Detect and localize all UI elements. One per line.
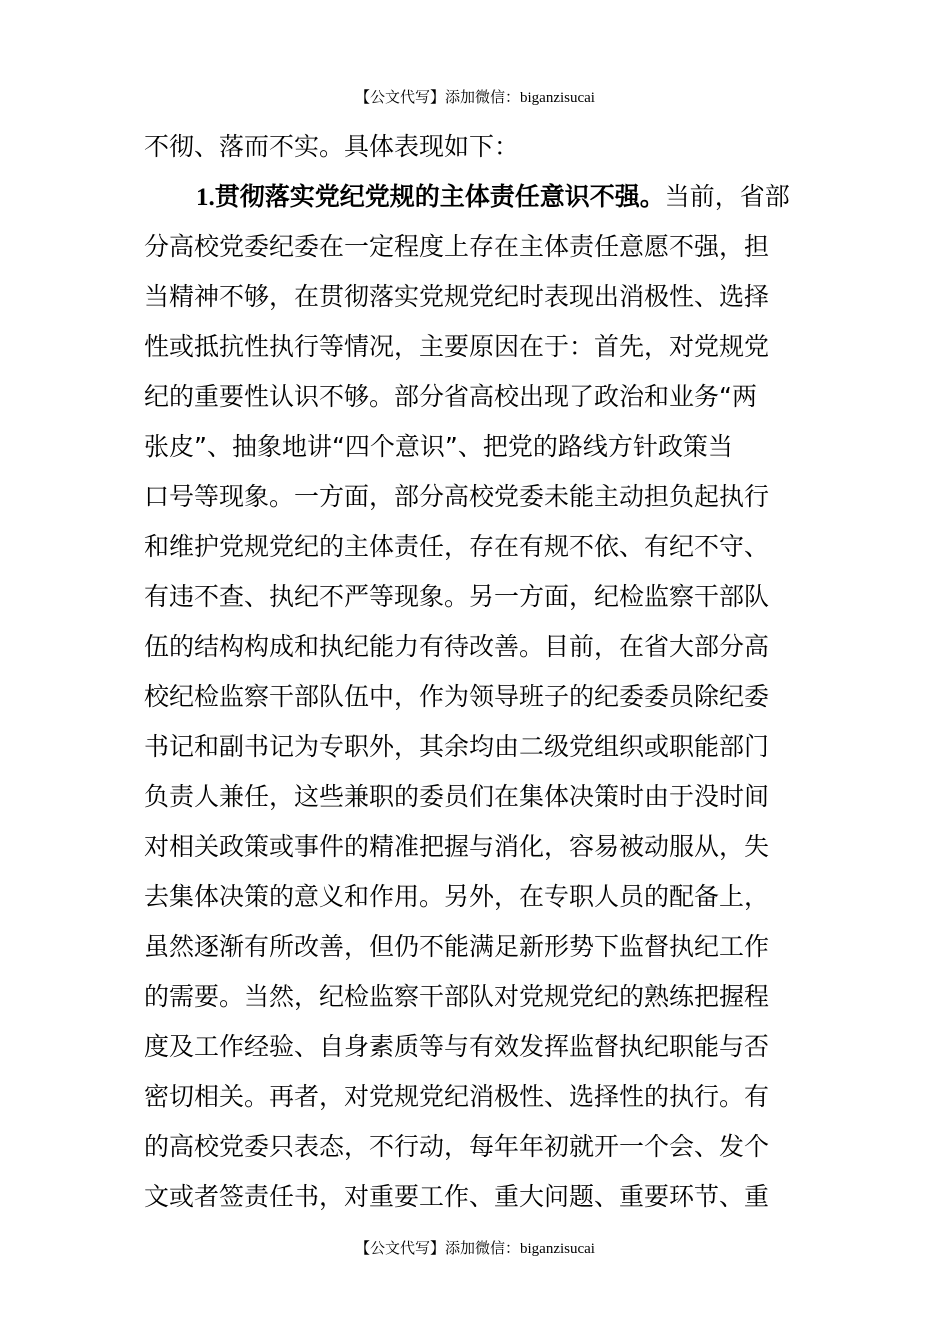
paragraph-line: 和维护党规党纪的主体责任，存在有规不依、有纪不守、 [144,532,770,561]
paragraph-line: 分高校党委纪委在一定程度上存在主体责任意愿不强，担 [144,232,770,261]
paragraph-line: 密切相关。再者，对党规党纪消极性、选择性的执行。有 [144,1082,770,1111]
paragraph-line: 纪的重要性认识不够。部分省高校出现了政治和业务“两 [144,382,757,411]
paragraph-line: 性或抵抗性执行等情况，主要原因在于：首先，对党规党 [144,332,770,361]
paragraph-line: 对相关政策或事件的精准把握与消化，容易被动服从，失 [144,832,770,861]
paragraph-line: 口号等现象。一方面，部分高校党委未能主动担负起执行 [144,482,770,511]
paragraph-line: 伍的结构构成和执纪能力有待改善。目前，在省大部分高 [144,632,770,661]
paragraph-line: 文或者签责任书，对重要工作、重大问题、重要环节、重 [144,1182,770,1211]
page-footer: 【公文代写】添加微信：biganzisucai [355,1241,595,1257]
document-body [144,122,810,1222]
paragraph-line: 张皮”、抽象地讲“四个意识”、把党的路线方针政策当 [144,432,733,461]
paragraph-line: 虽然逐渐有所改善，但仍不能满足新形势下监督执纪工作 [144,932,770,961]
paragraph-line: 的高校党委只表态，不行动，每年年初就开一个会、发个 [144,1132,770,1161]
paragraph-line: 负责人兼任，这些兼职的委员们在集体决策时由于没时间 [144,782,770,811]
paragraph-line: 的需要。当然，纪检监察干部队对党规党纪的熟练把握程 [144,982,770,1011]
paragraph-line: 去集体决策的意义和作用。另外，在专职人员的配备上， [144,882,770,911]
paragraph-line: 书记和副书记为专职外，其余均由二级党组织或职能部门 [144,732,770,761]
paragraph-text: 当前，省部 [664,182,790,211]
paragraph-line: 有违不查、执纪不严等现象。另一方面，纪检监察干部队 [144,582,770,611]
paragraph-line: 不彻、落而不实。具体表现如下： [144,132,520,161]
page-header: 【公文代写】添加微信：biganzisucai [355,90,595,106]
section-heading-line [144,172,810,222]
section-heading: 贯彻落实党纪党规的主体责任意识不强。 [214,182,665,211]
paragraph-line: 校纪检监察干部队伍中，作为领导班子的纪委委员除纪委 [144,682,770,711]
paragraph-line: 度及工作经验、自身素质等与有效发挥监督执纪职能与否 [144,1032,770,1061]
section-number: 1. [196,184,215,211]
paragraph-line: 当精神不够，在贯彻落实党规党纪时表现出消极性、选择 [144,282,770,311]
